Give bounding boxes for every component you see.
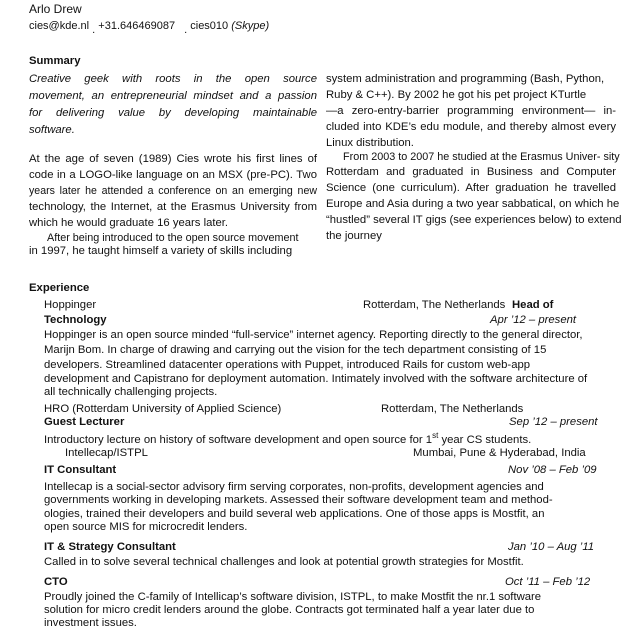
experience-heading: Experience [29,282,90,294]
summary-line: in 1997, he taught himself a variety of skills including [29,245,293,257]
contact-line [29,20,270,36]
ordinal-suffix: st [432,431,439,440]
summary-line: Creative geek with roots in the open source [29,73,317,85]
summary-line [326,164,616,180]
phone-number: +31.646469087 [98,20,176,32]
company-name: HRO (Rotterdam University of Applied Science) [44,403,282,415]
summary-line: technology, the Internet, at the Erasmus University from [29,201,317,213]
job-description-line: Hoppinger is an open source minded “full-service” internet agency. Reporting directly to the general director, [44,329,583,341]
job-description-line [44,431,531,446]
job-title: Technology [44,314,107,326]
summary-line: code in a LOGO-like language on an MSX (pre-PC). Two [29,169,317,181]
summary-line: From 2003 to 2007 he studied at the Erasmus Univer- sity [343,151,620,163]
job-title: IT & Strategy Consultant [44,541,176,553]
job-title: Guest Lecturer [44,416,125,428]
job-description-line: developers. Streamlined datacenter operations with Puppet, introduced Rails for custom web-app [44,359,531,371]
summary-line: —a zero-entry-barrier programming environment— in- [326,105,616,117]
job-location: Mumbai, Pune & Hyderabad, India [413,447,586,459]
summary-line: Ruby & C++). By 2002 he got his pet project KTurtle [326,89,587,101]
summary-line: cluded into KDE’s edu module, and thereby almost every [326,121,616,133]
summary-line: the journey [326,230,382,242]
skype-handle: cies010 [190,20,229,32]
job-dates: Nov ’08 – Feb ’09 [508,464,597,476]
description-text: year CS students. [438,433,532,446]
job-description-line: solution for micro credit lenders around the globe. Contracts got terminated half a year later due to [44,604,535,616]
job-dates: Apr ’12 – present [490,314,577,326]
summary-line: After being introduced to the open source movement [47,232,299,244]
job-description-line: ologies, trained their developers and build several web applications. One of those apps is Mostfit, an [44,508,545,520]
job-description-line: Proudly joined the C-family of Intellicap’s software division, ISTPL, to make Mostfit the nr.1 software [44,591,542,603]
separator: . [92,24,96,36]
separator: . [184,24,188,36]
job-description-line: development and Capistrano for deployment automation. Intimately involved with the software architecture of [44,373,588,385]
job-description-line: governments working in developing markets. Assessed their software development team and method- [44,494,553,506]
summary-line: “hustled” several IT gigs (see experiences below) to extend [326,214,622,226]
job-description-line: all technically challenging projects. [44,386,218,398]
summary-heading: Summary [29,55,81,67]
summary-line: Science (one curriculum). After graduation he travelled [326,182,616,194]
email-link[interactable]: cies@kde.nl [29,20,90,32]
job-title: Head of [512,299,554,311]
summary-line: movement, an entrepreneurial mindset and a passion [29,90,317,102]
candidate-name: Arlo Drew [29,2,82,16]
summary-line: software. [29,124,75,136]
description-text: Introductory lecture on history of software development and open source for 1 [44,433,433,446]
job-location: Rotterdam, The Netherlands [363,299,506,311]
skype-label: (Skype) [231,20,270,32]
company-name: Intellecap/ISTPL [65,447,148,459]
summary-line: Linux distribution. [326,137,414,149]
job-title: CTO [44,576,68,588]
job-description-line: investment issues. [44,617,137,629]
job-description-line: open source MIS for microcredit lenders. [44,521,248,533]
summary-line: Europe and Asia during a two year sabbatical, on which he [326,198,620,210]
summary-line: which he would graduate 16 years later. [29,217,229,229]
job-title: IT Consultant [44,464,117,476]
job-location: Rotterdam, The Netherlands [381,403,524,415]
job-description-line: Intellecap is a social-sector advisory firm serving corporates, non-profits, development agencies and [44,481,544,493]
summary-line: for delivering value by developing maintainable [29,107,317,119]
summary-line-text: Rotterdam and graduated in Business and Computer [326,166,616,178]
company-name: Hoppinger [44,299,97,311]
job-description-line: Marijn Bom. In charge of drawing and carrying out the vision for the tech department consisting of 15 [44,344,547,356]
job-dates: Sep ’12 – present [509,416,598,428]
job-description-line: Called in to solve several technical challenges and look at potential growth strategies for Mostfit. [44,556,524,568]
summary-line: system administration and programming (Bash, Python, [326,73,605,85]
job-dates: Oct ’11 – Feb ’12 [505,576,591,588]
summary-line: years later he attended a conference on an emerging new [29,185,317,197]
summary-line: At the age of seven (1989) Cies wrote his first lines of [29,153,317,165]
job-dates: Jan ’10 – Aug ’11 [508,541,595,553]
